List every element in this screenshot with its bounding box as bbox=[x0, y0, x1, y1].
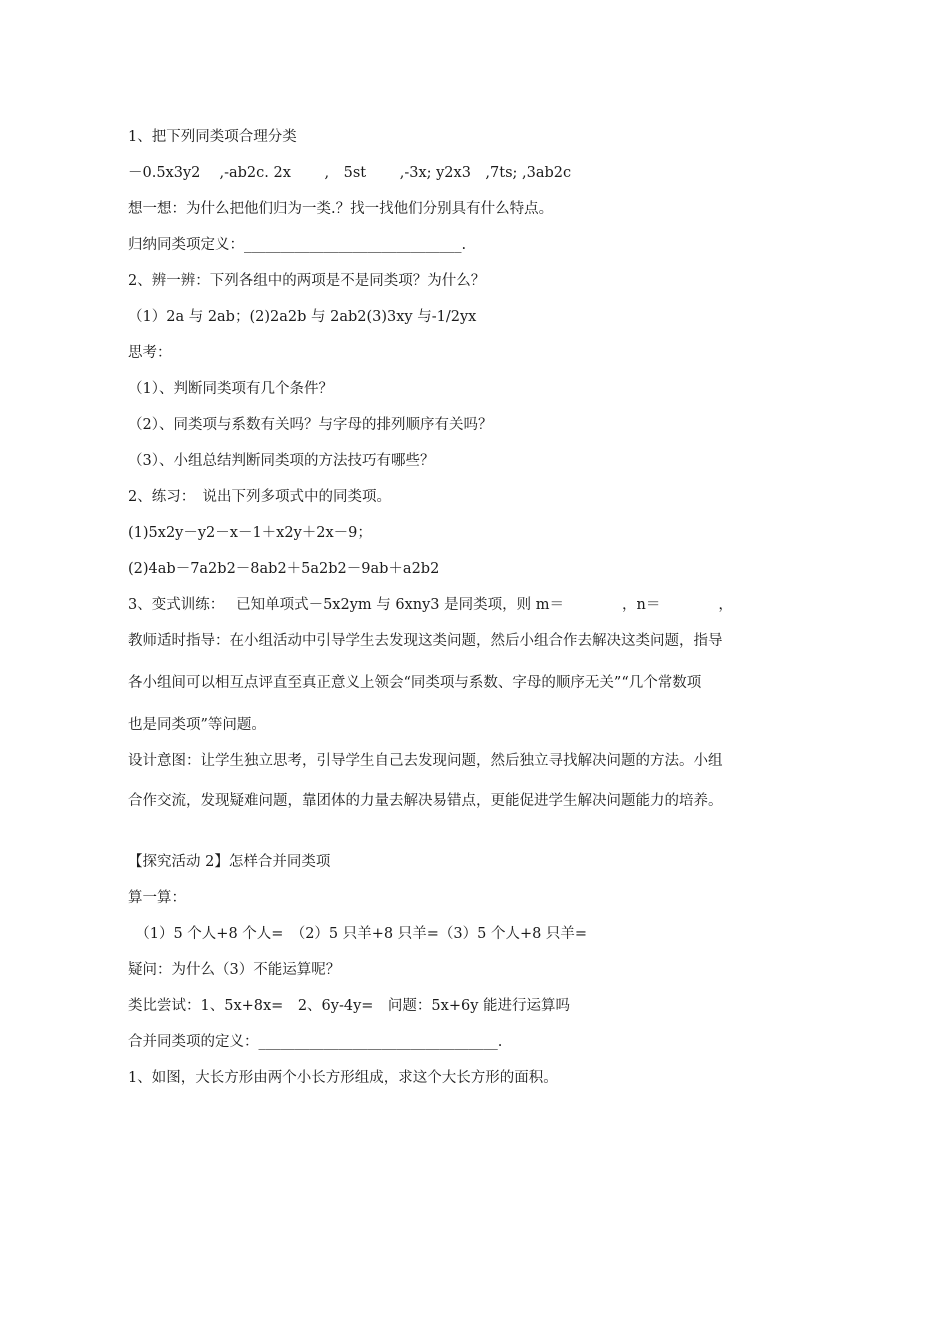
think-question: 想一想：为什么把他们归为一类.？找一找他们分别具有什么特点。 bbox=[128, 201, 554, 217]
exercise-1-heading: 1、把下列同类项合理分类 bbox=[128, 129, 297, 145]
design-intent-line-1: 设计意图：让学生独立思考，引导学生自己去发现问题，然后独立寻找解决问题的方法。小组 bbox=[128, 753, 723, 769]
think-item-1: （1）、判断同类项有几个条件？ bbox=[128, 381, 333, 397]
terms-list: －0.5x3y2 ,-ab2c. 2x , 5st ,-3x; y2x3 ,7ts; ,3ab2c bbox=[128, 165, 572, 181]
think-item-3: （3）、小组总结判断同类项的方法技巧有哪些？ bbox=[128, 453, 435, 469]
analogy-attempt: 类比尝试：1、5x+8x= 2、6y-4y= 问题：5x+6y 能进行运算吗 bbox=[128, 998, 571, 1014]
rectangle-problem: 1、如图，大长方形由两个小长方形组成，求这个大长方形的面积。 bbox=[128, 1070, 558, 1086]
teacher-guidance-line-1: 教师适时指导：在小组活动中引导学生去发现这类问题，然后小组合作去解决这类问题，指导 bbox=[128, 633, 723, 649]
definition-blank: 归纳同类项定义：______________________________. bbox=[128, 237, 467, 253]
question-why: 疑问：为什么（3）不能运算呢？ bbox=[128, 962, 341, 978]
teacher-guidance-line-3: 也是同类项”等问题。 bbox=[128, 717, 266, 733]
practice-heading: 2、练习： 说出下列多项式中的同类项。 bbox=[128, 489, 391, 505]
combine-definition-blank: 合并同类项的定义：_________________________________. bbox=[128, 1034, 503, 1050]
think-item-2: （2）、同类项与系数有关吗？与字母的排列顺序有关吗？ bbox=[128, 417, 493, 433]
teacher-guidance-line-2: 各小组间可以相互点评直至真正意义上领会“同类项与系数、字母的顺序无关”“几个常数项 bbox=[128, 675, 702, 691]
think-label: 思考： bbox=[128, 345, 172, 361]
variation-training: 3、变式训练： 已知单项式－5x2ym 与 6xny3 是同类项，则 m＝ ，n＝ ， bbox=[128, 597, 733, 613]
exercise-2-items: （1）2a 与 2ab；(2)2a2b 与 2ab2(3)3xy 与-1/2yx bbox=[128, 309, 477, 325]
practice-item-1: (1)5x2y－y2－x－1＋x2y＋2x－9； bbox=[128, 525, 372, 541]
design-intent-line-2: 合作交流，发现疑难问题，靠团体的力量去解决易错点，更能促进学生解决问题能力的培养。 bbox=[128, 793, 723, 809]
calculate-label: 算一算： bbox=[128, 890, 186, 906]
activity-2-heading: 【探究活动 2】怎样合并同类项 bbox=[128, 854, 331, 870]
practice-item-2: (2)4ab－7a2b2－8ab2＋5a2b2－9ab＋a2b2 bbox=[128, 561, 440, 577]
calculate-items: （1）5 个人+8 个人= （2）5 只羊+8 只羊=（3）5 个人+8 只羊= bbox=[128, 926, 588, 942]
exercise-2-heading: 2、辨一辨：下列各组中的两项是不是同类项？为什么？ bbox=[128, 273, 486, 289]
